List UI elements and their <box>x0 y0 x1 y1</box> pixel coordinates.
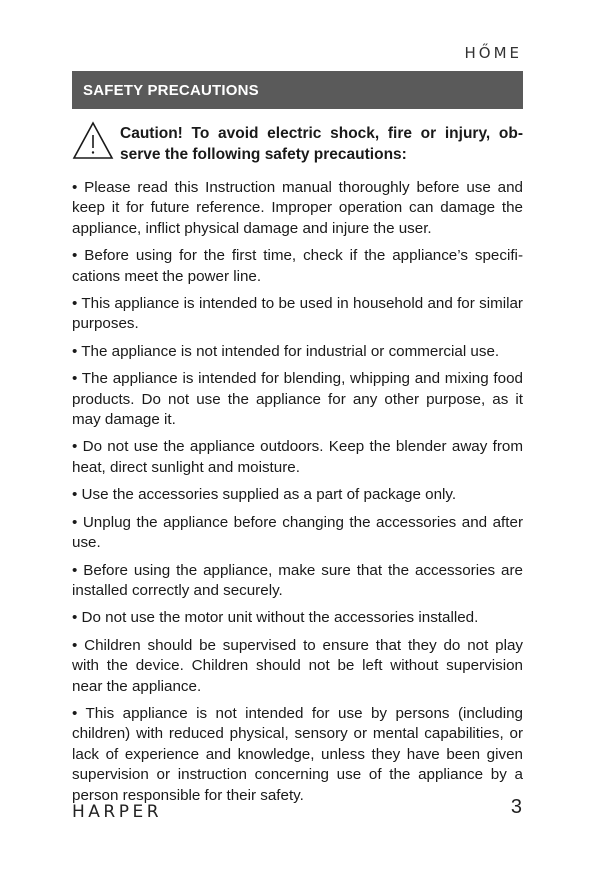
page-number: 3 <box>510 796 522 818</box>
section-header <box>72 71 523 109</box>
list-item: • Children should be supervised to ensure that they do not play with the device. Children should not be left without supervision near the appliance. <box>72 636 523 695</box>
list-item: • This appliance is not intended for use by persons (including children) with reduced physical, sensory or mental capabilities, or lack of experience and knowledge, unless they have been given supervision or instruction concerning use of the appliance by a person responsible for their safety. <box>72 704 523 804</box>
home-logo: HŐME <box>464 44 522 62</box>
list-item: • Use the accessories supplied as a part of package only. <box>72 486 457 504</box>
list-item: • Before using for the first time, check if the appliance’s specifications meet the power line. <box>72 247 523 285</box>
list-item: • Unplug the appliance before changing the accessories and after use. <box>72 513 523 552</box>
list-item: • The appliance is not intended for industrial or commercial use. <box>72 342 500 360</box>
brand-logo: HARPER <box>72 802 163 822</box>
warning-triangle-icon <box>72 120 114 162</box>
section-title: SAFETY PRECAUTIONS <box>83 81 259 99</box>
list-item: • This appliance is intended to be used in household and for similar purposes. <box>72 295 523 333</box>
precautions-list <box>72 178 523 813</box>
caution-text: Caution! To avoid electric shock, fire or injury, observe the following safety precautions: <box>120 125 523 163</box>
list-item: • Do not use the motor unit without the accessories installed. <box>72 609 479 627</box>
list-item: • The appliance is intended for blending, whipping and mixing food products. Do not use the appliance for any other purpose, as it may damage it. <box>72 370 523 429</box>
caution-block <box>72 120 523 165</box>
list-item: • Please read this Instruction manual thoroughly before use and keep it for future reference. Improper operation can damage the appliance, inflict physical damage and injure the user. <box>72 179 523 237</box>
list-item: • Do not use the appliance outdoors. Keep the blender away from heat, direct sunlight and moisture. <box>72 438 523 476</box>
list-item: • Before using the appliance, make sure that the accessories are installed correctly and securely. <box>72 561 523 599</box>
